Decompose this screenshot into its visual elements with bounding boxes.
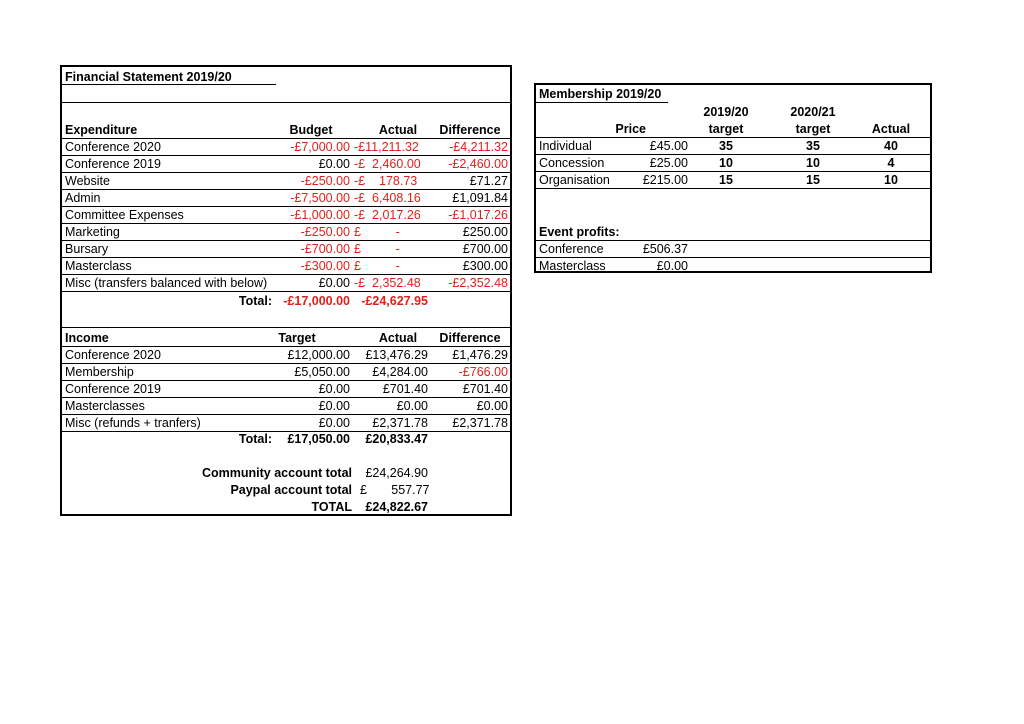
expenditure-row-difference: -£1,017.26 [448,208,508,222]
membership-title: Membership 2019/20 [539,87,662,101]
income-row-difference: £701.40 [462,382,508,396]
expenditure-row-actual: -£ 178.73 [354,174,418,188]
income-total-label: Total: [238,432,272,446]
expenditure-row-actual: -£11,211.32 [354,140,419,154]
expenditure-row-budget: -£700.00 [300,242,350,256]
income-row-actual: £701.40 [382,382,428,396]
expenditure-row-actual: -£ 2,352.48 [354,276,421,290]
total-value: £24,822.67 [365,500,428,514]
expenditure-row-difference: -£2,460.00 [448,157,508,171]
expenditure-row-budget: -£1,000.00 [290,208,350,222]
income-row-difference: £0.00 [476,399,508,413]
membership-row-price: £215.00 [642,173,688,187]
expenditure-row-label: Bursary [65,242,109,256]
expenditure-total-budget: -£17,000.00 [283,294,350,308]
expenditure-row-label: Conference 2020 [65,140,161,154]
community-account-label: Community account total [201,466,352,480]
expenditure-row-difference: £700.00 [462,242,508,256]
financial-title: Financial Statement 2019/20 [65,70,232,84]
divider [536,240,930,241]
income-row-target: £5,050.00 [294,365,350,379]
expenditure-total-actual: -£24,627.95 [361,294,428,308]
membership-row-price: £25.00 [649,156,688,170]
membership-row-label: Individual [539,139,592,153]
expenditure-row-label: Conference 2019 [65,157,161,171]
membership-row-target-2019: 35 [719,139,733,153]
expenditure-row-difference: £1,091.84 [452,191,508,205]
expenditure-row-actual: £ - [354,225,400,239]
event-conference-value: £506.37 [642,242,688,256]
expenditure-row-actual: -£ 2,017.26 [354,208,421,222]
row-divider [536,188,930,189]
actual-header: Actual [378,123,418,137]
expenditure-row-budget: £0.00 [318,157,350,171]
membership-row-actual: 4 [887,156,895,170]
expenditure-row-budget: -£7,000.00 [290,140,350,154]
expenditure-row-actual: £ - [354,242,400,256]
membership-row-label: Organisation [539,173,610,187]
financial-statement-table [60,65,512,516]
membership-row-label: Concession [539,156,605,170]
membership-row-target-2019: 10 [719,156,733,170]
paypal-account-label: Paypal account total [230,483,352,497]
expenditure-row-budget: -£250.00 [300,174,350,188]
income-row-target: £12,000.00 [287,348,350,362]
income-row-difference: -£766.00 [458,365,508,379]
expenditure-row-budget: £0.00 [318,276,350,290]
income-row-actual: £4,284.00 [372,365,428,379]
income-row-label: Misc (refunds + tranfers) [65,416,201,430]
row-divider [62,291,510,292]
target-header: Target [278,331,316,345]
expenditure-row-label: Masterclass [65,259,132,273]
membership-row-price: £45.00 [649,139,688,153]
expenditure-row-difference: £250.00 [462,225,508,239]
membership-row-actual: 40 [884,139,898,153]
expenditure-row-actual: £ - [354,259,400,273]
difference-header: Difference [439,123,501,137]
expenditure-row-budget: -£250.00 [300,225,350,239]
income-row-difference: £2,371.78 [452,416,508,430]
membership-row-target-2019: 15 [719,173,733,187]
expenditure-row-label: Admin [65,191,101,205]
expenditure-row-difference: -£4,211.32 [449,140,508,154]
divider [62,102,510,103]
expenditure-row-label: Website [65,174,110,188]
expenditure-row-label: Committee Expenses [65,208,184,222]
income-total-actual: £20,833.47 [365,432,428,446]
expenditure-row-budget: -£7,500.00 [290,191,350,205]
divider [536,257,930,258]
budget-header: Budget [289,123,333,137]
income-row-target: £0.00 [318,399,350,413]
event-masterclass-value: £0.00 [656,259,688,273]
membership-row-actual: 10 [884,173,898,187]
community-account-value: £24,264.90 [365,466,428,480]
t2020-header-line1: 2020/21 [790,105,836,119]
income-header: Income [65,331,109,345]
membership-row-target-2020: 10 [806,156,820,170]
title-underline [62,84,276,85]
t2019-header-line2: target [708,122,744,136]
membership-row-target-2020: 15 [806,173,820,187]
expenditure-total-label: Total: [238,294,272,308]
expenditure-row-actual: -£ 6,408.16 [354,191,421,205]
income-row-label: Membership [65,365,134,379]
total-label: TOTAL [311,500,352,514]
t2019-header-line1: 2019/20 [703,105,749,119]
expenditure-row-label: Marketing [65,225,120,239]
event-profits-title: Event profits: [539,225,620,239]
expenditure-row-label: Misc (transfers balanced with below) [65,276,268,290]
actual-header: Actual [378,331,418,345]
income-row-actual: £0.00 [396,399,428,413]
income-row-target: £0.00 [318,382,350,396]
income-row-target: £0.00 [318,416,350,430]
income-row-difference: £1,476.29 [452,348,508,362]
income-row-label: Conference 2020 [65,348,161,362]
divider [62,327,510,328]
paypal-account-value: £ 557.77 [360,483,430,497]
income-row-actual: £2,371.78 [372,416,428,430]
expenditure-row-difference: £300.00 [462,259,508,273]
expenditure-row-budget: -£300.00 [300,259,350,273]
membership-table [534,83,932,273]
expenditure-header: Expenditure [65,123,138,137]
expenditure-row-actual: -£ 2,460.00 [354,157,421,171]
difference-header: Difference [439,331,501,345]
event-conference-label: Conference [539,242,604,256]
income-total-target: £17,050.00 [287,432,350,446]
price-header: Price [615,122,646,136]
expenditure-row-difference: -£2,352.48 [448,276,508,290]
expenditure-row-difference: £71.27 [469,174,508,188]
income-row-label: Masterclasses [65,399,145,413]
income-row-label: Conference 2019 [65,382,161,396]
income-row-actual: £13,476.29 [365,348,428,362]
event-masterclass-label: Masterclass [539,259,606,273]
title-underline [536,102,668,103]
actual-header: Actual [871,122,911,136]
membership-row-target-2020: 35 [806,139,820,153]
t2020-header-line2: target [795,122,831,136]
